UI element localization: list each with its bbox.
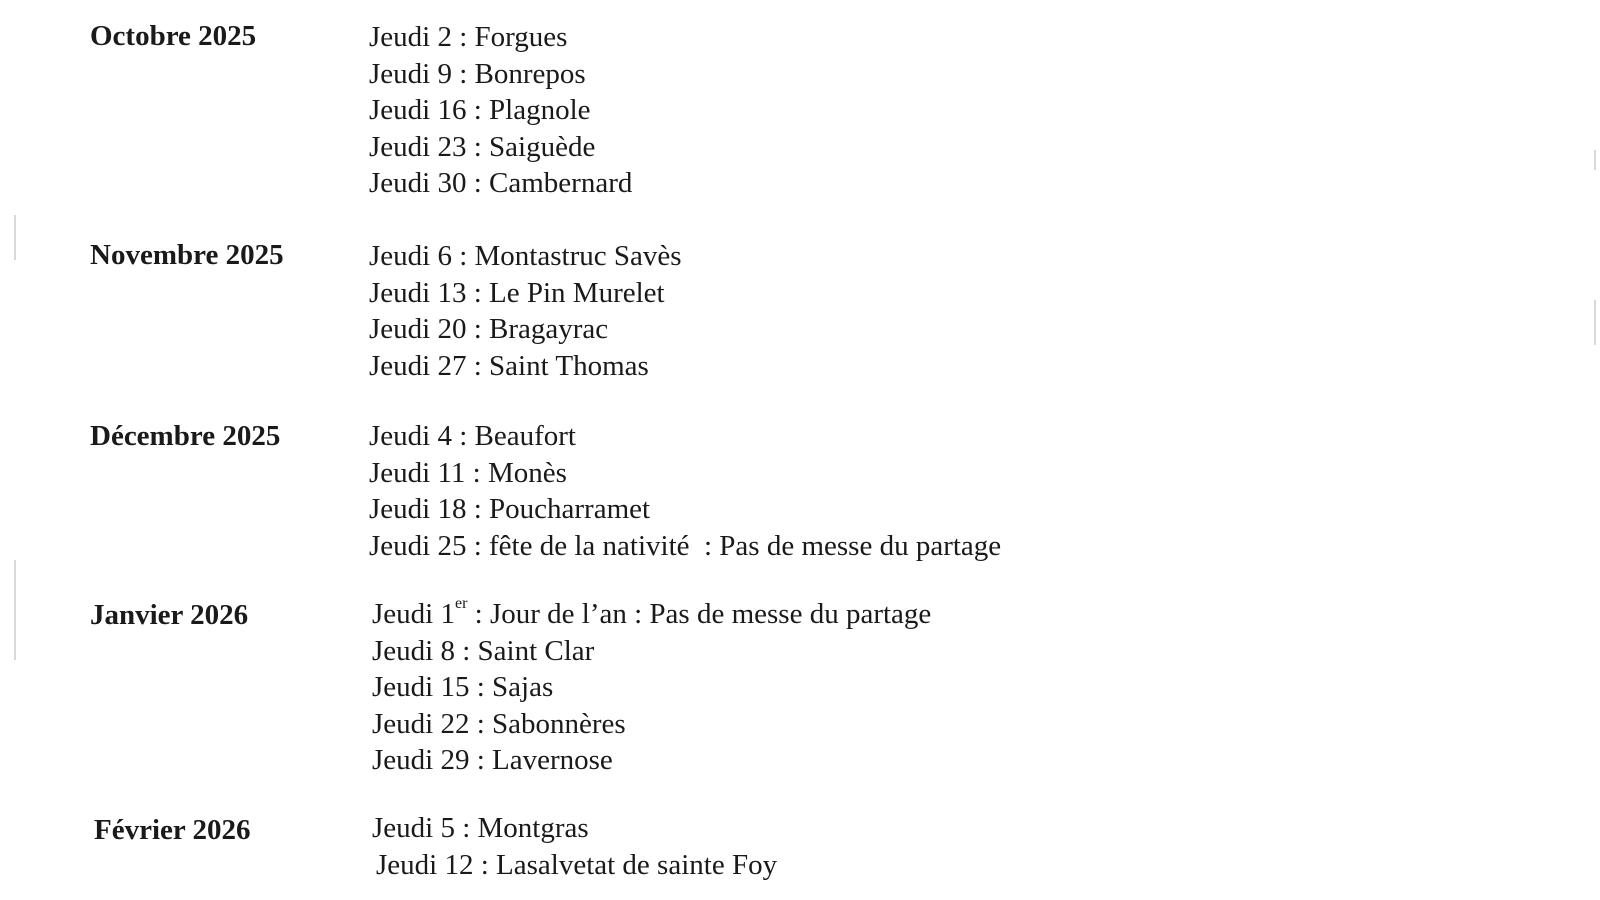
entries-janvier xyxy=(372,596,931,779)
schedule-entry: Jeudi 6 : Montastruc Savès xyxy=(369,240,682,272)
schedule-entry: Jeudi 27 : Saint Thomas xyxy=(369,349,649,382)
entries-decembre xyxy=(369,418,1001,564)
month-heading-fevrier: Février 2026 xyxy=(94,814,251,846)
schedule-entry: Jeudi 22 : Sabonnères xyxy=(372,707,626,740)
schedule-entry: Jeudi 20 : Bragayrac xyxy=(369,313,609,345)
scan-edge-mark xyxy=(14,560,16,660)
schedule-entry: Jeudi 15 : Sajas xyxy=(372,671,554,703)
schedule-entry: Jeudi 30 : Cambernard xyxy=(369,167,633,199)
ordinal-superscript: er xyxy=(454,595,468,613)
entries-fevrier xyxy=(372,810,777,883)
schedule-entry: Jeudi 16 : Plagnole xyxy=(369,94,591,126)
schedule-entry: Jeudi 2 : Forgues xyxy=(369,21,568,53)
scan-edge-mark xyxy=(1594,300,1596,345)
scan-edge-mark xyxy=(14,215,16,260)
schedule-entry: Jeudi 8 : Saint Clar xyxy=(372,634,595,667)
schedule-entry: Jeudi 25 : fête de la nativité : Pas de messe du partage xyxy=(369,529,1002,562)
schedule-entry: Jeudi 11 : Monès xyxy=(369,456,567,489)
entries-octobre xyxy=(369,19,632,202)
schedule-entry xyxy=(372,596,931,633)
scan-edge-mark xyxy=(1594,150,1596,170)
schedule-entry: Jeudi 29 : Lavernose xyxy=(372,744,613,776)
schedule-entry: Jeudi 13 : Le Pin Murelet xyxy=(369,276,665,309)
schedule-entry: Jeudi 23 : Saiguède xyxy=(369,130,596,163)
month-heading-novembre: Novembre 2025 xyxy=(90,239,284,271)
entry-prefix: Jeudi 1 xyxy=(372,598,455,630)
entry-suffix: : Jour de l’an : Pas de messe du partage xyxy=(467,598,932,630)
schedule-entry: Jeudi 4 : Beaufort xyxy=(369,420,576,452)
schedule-entry: Jeudi 18 : Poucharramet xyxy=(369,493,651,525)
month-heading-decembre: Décembre 2025 xyxy=(90,420,281,452)
schedule-entry: Jeudi 5 : Montgras xyxy=(372,812,589,844)
month-heading-janvier: Janvier 2026 xyxy=(90,599,249,631)
schedule-entry: Jeudi 12 : Lasalvetat de sainte Foy xyxy=(376,848,778,881)
entries-novembre xyxy=(369,238,682,384)
schedule-entry: Jeudi 9 : Bonrepos xyxy=(369,57,586,90)
month-heading-octobre: Octobre 2025 xyxy=(90,20,257,52)
